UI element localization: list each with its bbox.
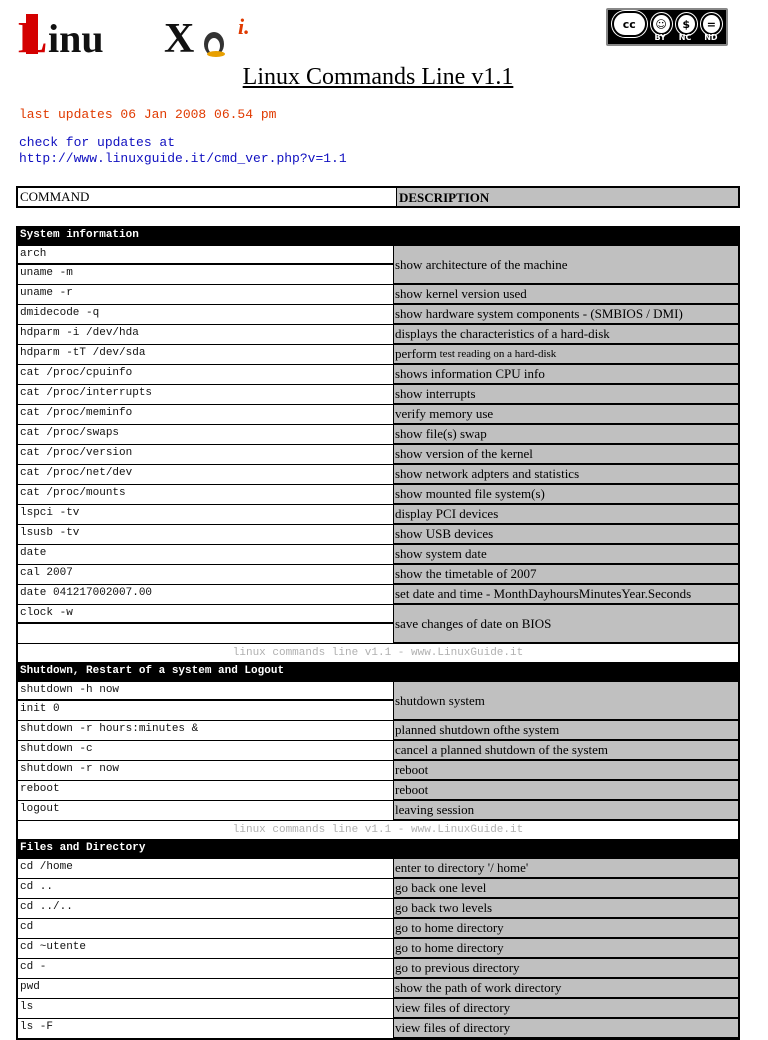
command-text: shutdown -h now (18, 682, 393, 701)
table-row (18, 800, 738, 820)
command-cell (18, 505, 394, 524)
description-text: show the timetable of 2007 (395, 566, 537, 581)
command-text: cat /proc/swaps (20, 427, 120, 439)
description-cell (394, 365, 738, 384)
section-header: System information (18, 226, 738, 245)
description-text: shutdown system (395, 692, 485, 708)
command-text: cat /proc/interrupts (20, 387, 153, 399)
description-cell (394, 385, 738, 404)
command-cell (18, 605, 394, 643)
table-row (18, 878, 738, 898)
description-cell (394, 425, 738, 444)
description-text: reboot (395, 762, 429, 777)
command-cell (18, 781, 394, 800)
command-cell (18, 682, 394, 720)
description-text: show USB devices (395, 526, 494, 541)
command-text: cd - (20, 961, 47, 973)
table-row (18, 858, 738, 878)
table-row (18, 584, 738, 604)
description-cell (394, 1019, 738, 1038)
command-text: cat /proc/mounts (20, 487, 126, 499)
cc-label-nc: NC (678, 33, 692, 42)
description-cell (394, 939, 738, 958)
command-text: clock -w (18, 605, 393, 624)
logo-i: i. (238, 14, 250, 39)
description-cell (394, 721, 738, 740)
description-cell (394, 246, 738, 284)
description-text: planned shutdown ofthe system (395, 722, 560, 737)
command-text: init 0 (20, 703, 60, 715)
command-text: dmidecode -q (20, 307, 100, 319)
command-cell (18, 919, 394, 938)
last-updated-text: last updates 06 Jan 2008 06.54 pm (19, 107, 277, 122)
description-text: go to home directory (395, 920, 504, 935)
command-text: logout (20, 803, 60, 815)
description-text: show kernel version used (395, 286, 527, 301)
command-cell (18, 445, 394, 464)
table-header (16, 186, 740, 208)
table-row (18, 938, 738, 958)
footer-watermark: linux commands line v1.1 - www.LinuxGuide.it (18, 643, 738, 662)
command-text: shutdown -r now (20, 763, 120, 775)
description-cell (394, 605, 738, 643)
command-cell (18, 305, 394, 324)
command-text: ls (20, 1001, 34, 1013)
command-cell (18, 345, 394, 364)
command-text: ls -F (20, 1021, 54, 1033)
table-row (18, 344, 738, 364)
command-cell (18, 741, 394, 760)
table-row (18, 564, 738, 584)
command-text: cat /proc/version (20, 447, 133, 459)
description-text: show interrupts (395, 386, 476, 401)
command-text: cal 2007 (20, 567, 73, 579)
table-row (18, 304, 738, 324)
description-cell (394, 325, 738, 344)
description-text: enter to directory '/ home' (395, 860, 529, 875)
description-text: show system date (395, 546, 487, 561)
table-row (18, 1018, 738, 1040)
description-text: go back one level (395, 880, 487, 895)
command-cell (18, 979, 394, 998)
description-cell (394, 305, 738, 324)
command-cell (18, 565, 394, 584)
logo-l: L (18, 13, 48, 60)
description-text: displays the characteristics of a hard-disk (395, 326, 610, 341)
table-row (18, 464, 738, 484)
table-row (18, 245, 738, 284)
description-text: perform (395, 346, 437, 361)
command-text: cd ~utente (20, 941, 87, 953)
description-cell (394, 485, 738, 504)
command-text: date (20, 547, 47, 559)
table-row (18, 324, 738, 344)
command-cell (18, 485, 394, 504)
column-header-description: DESCRIPTION (397, 188, 738, 206)
table-row (18, 284, 738, 304)
table-row (18, 978, 738, 998)
check-updates-link[interactable]: http://www.linuxguide.it/cmd_ver.php?v=1.1 (19, 151, 347, 166)
description-cell (394, 465, 738, 484)
description-cell (394, 445, 738, 464)
table-row (18, 720, 738, 740)
description-text: show architecture of the machine (395, 256, 568, 272)
command-cell (18, 959, 394, 978)
description-text: view files of directory (395, 1020, 511, 1035)
command-text: date 041217002007.00 (20, 587, 153, 599)
command-cell (18, 545, 394, 564)
description-cell (394, 879, 738, 898)
command-cell (18, 879, 394, 898)
table-row (18, 484, 738, 504)
command-text: uname -r (20, 287, 73, 299)
description-text: display PCI devices (395, 506, 499, 521)
command-cell (18, 761, 394, 780)
description-small-text: test reading on a hard-disk (436, 348, 557, 360)
command-text: cat /proc/net/dev (20, 467, 133, 479)
table-row (18, 998, 738, 1018)
creative-commons-badge[interactable] (606, 8, 728, 46)
command-text: shutdown -c (20, 743, 93, 755)
description-cell (394, 505, 738, 524)
command-text: cat /proc/meminfo (20, 407, 133, 419)
command-text: lspci -tv (20, 507, 80, 519)
no-dollar-icon: $ (676, 13, 697, 35)
description-cell (394, 525, 738, 544)
command-text: uname -m (20, 267, 73, 279)
command-cell (18, 285, 394, 304)
description-text: go to previous directory (395, 960, 520, 975)
command-cell (18, 859, 394, 878)
table-row (18, 364, 738, 384)
table-row (18, 504, 738, 524)
table-row (18, 544, 738, 564)
command-cell (18, 939, 394, 958)
command-text: lsusb -tv (20, 527, 80, 539)
command-text (18, 624, 393, 643)
column-header-command: COMMAND (18, 188, 397, 206)
footer-watermark: linux commands line v1.1 - www.LinuxGuide.it (18, 820, 738, 839)
command-cell (18, 246, 394, 284)
description-cell (394, 285, 738, 304)
description-cell (394, 585, 738, 604)
description-cell (394, 761, 738, 780)
description-cell (394, 801, 738, 820)
table-row (18, 681, 738, 720)
command-text: shutdown -r hours:minutes & (20, 723, 199, 735)
check-updates-label: check for updates at (19, 135, 176, 150)
description-text: leaving session (395, 802, 475, 817)
command-text: cd /home (20, 861, 73, 873)
description-text: go back two levels (395, 900, 493, 915)
description-cell (394, 859, 738, 878)
description-text: view files of directory (395, 1000, 511, 1015)
table-row (18, 918, 738, 938)
description-cell (394, 565, 738, 584)
command-cell (18, 405, 394, 424)
section-header: Shutdown, Restart of a system and Logout (18, 662, 738, 681)
cc-icon: cc (612, 11, 647, 37)
table-row (18, 898, 738, 918)
page-title: Linux Commands Line v1.1 (242, 64, 514, 90)
linux-logo (16, 8, 266, 60)
description-text: go to home directory (395, 940, 504, 955)
description-cell (394, 781, 738, 800)
cc-label-by: BY (654, 33, 666, 42)
command-cell (18, 325, 394, 344)
command-text: cd ../.. (20, 901, 73, 913)
command-text: reboot (20, 783, 60, 795)
description-cell (394, 345, 738, 364)
description-text: show file(s) swap (395, 426, 487, 441)
logo-rest: inu (48, 16, 104, 60)
description-cell (394, 999, 738, 1018)
description-cell (394, 959, 738, 978)
table-row (18, 404, 738, 424)
command-text: hdparm -i /dev/hda (20, 327, 139, 339)
description-cell (394, 979, 738, 998)
person-icon: ☺ (651, 13, 672, 35)
description-text: verify memory use (395, 406, 494, 421)
description-cell (394, 405, 738, 424)
commands-table (16, 226, 740, 1040)
table-row (18, 760, 738, 780)
table-row (18, 524, 738, 544)
table-row (18, 958, 738, 978)
table-row (18, 604, 738, 643)
command-text: hdparm -tT /dev/sda (20, 347, 146, 359)
description-text: save changes of date on BIOS (395, 615, 552, 631)
table-row (18, 384, 738, 404)
command-text: arch (18, 246, 393, 265)
command-cell (18, 585, 394, 604)
description-text: show version of the kernel (395, 446, 533, 461)
logo-graphic (16, 8, 266, 60)
description-text: show network adpters and statistics (395, 466, 580, 481)
section-header: Files and Directory (18, 839, 738, 858)
description-text: set date and time - MonthDayhoursMinutesYear.Seconds (395, 586, 692, 601)
command-cell (18, 721, 394, 740)
description-text: shows information CPU info (395, 366, 545, 381)
description-cell (394, 682, 738, 720)
description-text: show the path of work directory (395, 980, 562, 995)
command-cell (18, 899, 394, 918)
table-row (18, 444, 738, 464)
description-cell (394, 899, 738, 918)
table-row (18, 424, 738, 444)
description-cell (394, 741, 738, 760)
description-text: reboot (395, 782, 429, 797)
command-cell (18, 465, 394, 484)
table-row (18, 740, 738, 760)
command-text: cat /proc/cpuinfo (20, 367, 133, 379)
command-text: pwd (20, 981, 40, 993)
command-cell (18, 525, 394, 544)
description-text: cancel a planned shutdown of the system (395, 742, 608, 757)
command-cell (18, 385, 394, 404)
logo-x: X (164, 16, 195, 60)
table-row (18, 780, 738, 800)
command-cell (18, 999, 394, 1018)
description-text: show mounted file system(s) (395, 486, 545, 501)
cc-label-nd: ND (704, 33, 718, 42)
description-cell (394, 919, 738, 938)
command-cell (18, 1019, 394, 1038)
command-cell (18, 425, 394, 444)
description-cell (394, 545, 738, 564)
command-cell (18, 365, 394, 384)
description-text: show hardware system components - (SMBIOS / DMI) (395, 306, 683, 321)
command-text: cd .. (20, 881, 54, 893)
command-cell (18, 801, 394, 820)
command-text: cd (20, 921, 34, 933)
equals-icon: = (701, 13, 722, 35)
